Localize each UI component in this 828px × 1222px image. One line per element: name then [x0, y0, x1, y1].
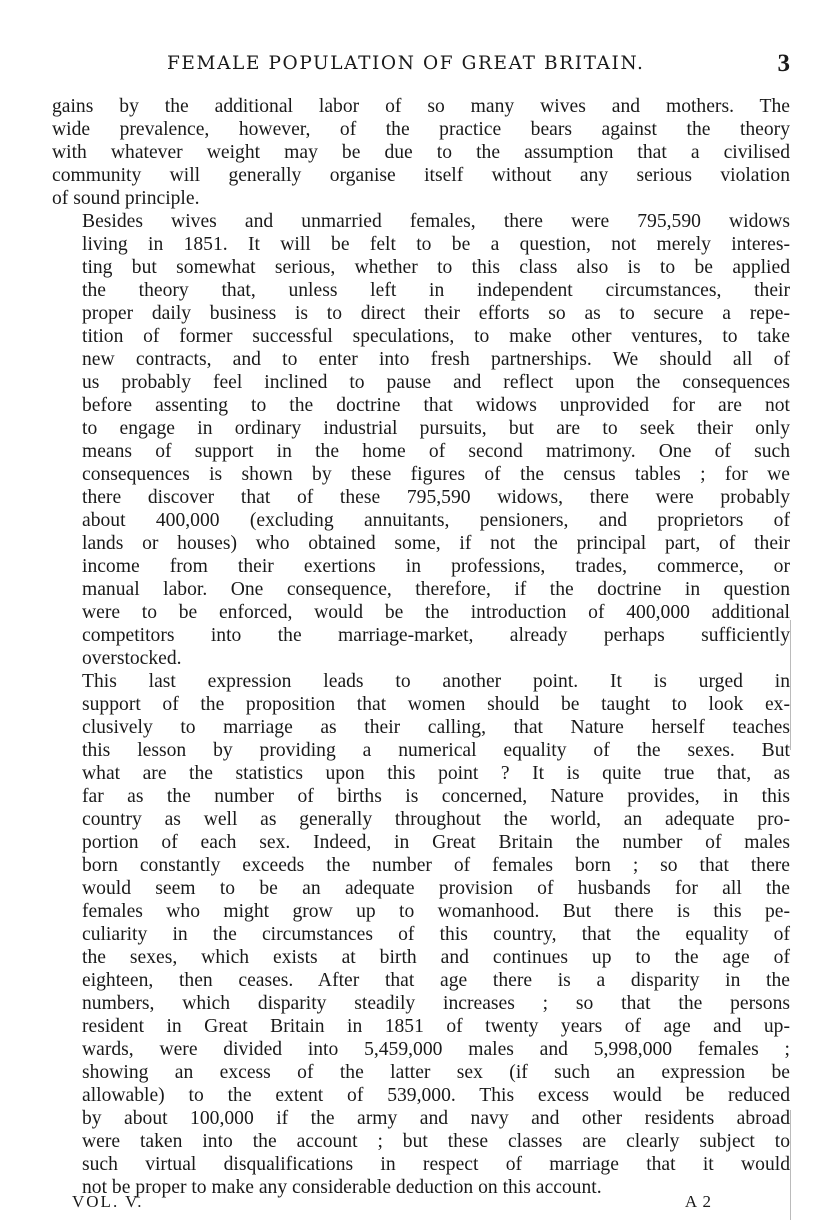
text-line: the sexes, which exists at birth and continues up to the age of	[82, 947, 790, 968]
text-line: born constantly exceeds the number of females born ; so that there	[82, 855, 790, 876]
text-line: about 400,000 (excluding annuitants, pensioners, and proprietors of	[82, 510, 790, 531]
text-line: allowable) to the extent of 539,000. This excess would be reduced	[82, 1085, 790, 1106]
page-footer	[72, 1192, 712, 1214]
text-line: by about 100,000 if the army and navy and other residents abroad	[82, 1108, 790, 1129]
text-line: such virtual disqualifications in respect of marriage that it would	[82, 1154, 790, 1175]
text-line: would seem to be an adequate provision of husbands for all the	[82, 878, 790, 899]
text-line: Besides wives and unmarried females, there were 795,590 widows	[82, 211, 790, 232]
text-line: the theory that, unless left in independent circumstances, their	[82, 280, 790, 301]
text-line: of sound principle.	[52, 188, 200, 209]
text-line: proper daily business is to direct their efforts so as to secure a repe-	[82, 303, 790, 324]
text-line: ting but somewhat serious, whether to this class also is to be applied	[82, 257, 790, 278]
text-line: means of support in the home of second matrimony. One of such	[82, 441, 790, 462]
text-line: us probably feel inclined to pause and reflect upon the consequences	[82, 372, 790, 393]
text-line: what are the statistics upon this point ? It is quite true that, as	[82, 763, 790, 784]
text-line: there discover that of these 795,590 widows, there were probably	[82, 487, 790, 508]
paragraph	[52, 670, 790, 1199]
text-line: to engage in ordinary industrial pursuits, but are to seek their only	[82, 418, 790, 439]
text-line: manual labor. One consequence, therefore, if the doctrine in question	[82, 579, 790, 600]
text-line: numbers, which disparity steadily increases ; so that the persons	[82, 993, 790, 1014]
text-line: overstocked.	[82, 648, 182, 669]
paragraph	[52, 210, 790, 670]
text-line: showing an excess of the latter sex (if such an expression be	[82, 1062, 790, 1083]
text-line: clusively to marriage as their calling, that Nature herself teaches	[82, 717, 790, 738]
text-line: resident in Great Britain in 1851 of twenty years of age and up-	[82, 1016, 790, 1037]
text-line: community will generally organise itself without any serious violation	[52, 165, 790, 186]
text-line: lands or houses) who obtained some, if not the principal part, of their	[82, 533, 790, 554]
running-head	[52, 50, 790, 80]
text-line: culiarity in the circumstances of this country, that the equality of	[82, 924, 790, 945]
signature-mark: A 2	[684, 1192, 712, 1211]
text-line: income from their exertions in professions, trades, commerce, or	[82, 556, 790, 577]
text-line: eighteen, then ceases. After that age there is a disparity in the	[82, 970, 790, 991]
body-text	[52, 95, 790, 1199]
page-number: 3	[777, 50, 790, 77]
text-line: support of the proposition that women should be taught to look ex-	[82, 694, 790, 715]
text-line: new contracts, and to enter into fresh partnerships. We should all of	[82, 349, 790, 370]
text-line: This last expression leads to another point. It is urged in	[82, 671, 790, 692]
text-line: before assenting to the doctrine that widows unprovided for are not	[82, 395, 790, 416]
text-line: were to be enforced, would be the introduction of 400,000 additional	[82, 602, 790, 623]
text-line: far as the number of births is concerned, Nature provides, in this	[82, 786, 790, 807]
text-line: this lesson by providing a numerical equality of the sexes. But	[82, 740, 790, 761]
running-title: FEMALE POPULATION OF GREAT BRITAIN.	[167, 53, 645, 74]
text-line: wards, were divided into 5,459,000 males and 5,998,000 females ;	[82, 1039, 790, 1060]
margin-rule	[790, 1110, 791, 1220]
text-line: not be proper to make any considerable deduction on this account.	[82, 1177, 602, 1198]
text-line: females who might grow up to womanhood. But there is this pe-	[82, 901, 790, 922]
volume-mark: VOL. V.	[72, 1192, 144, 1211]
text-line: competitors into the marriage-market, already perhaps sufficiently	[82, 625, 790, 646]
text-line: gains by the additional labor of so many wives and mothers. The	[52, 96, 790, 117]
text-line: wide prevalence, however, of the practice bears against the theory	[52, 119, 790, 140]
margin-rule	[790, 620, 791, 750]
paragraph	[52, 95, 790, 210]
text-line: tition of former successful speculations, to make other ventures, to take	[82, 326, 790, 347]
text-line: were taken into the account ; but these classes are clearly subject to	[82, 1131, 790, 1152]
text-line: consequences is shown by these figures of the census tables ; for we	[82, 464, 790, 485]
text-line: portion of each sex. Indeed, in Great Britain the number of males	[82, 832, 790, 853]
text-line: country as well as generally throughout the world, an adequate pro-	[82, 809, 790, 830]
text-line: living in 1851. It will be felt to be a question, not merely interes-	[82, 234, 790, 255]
text-line: with whatever weight may be due to the assumption that a civilised	[52, 142, 790, 163]
